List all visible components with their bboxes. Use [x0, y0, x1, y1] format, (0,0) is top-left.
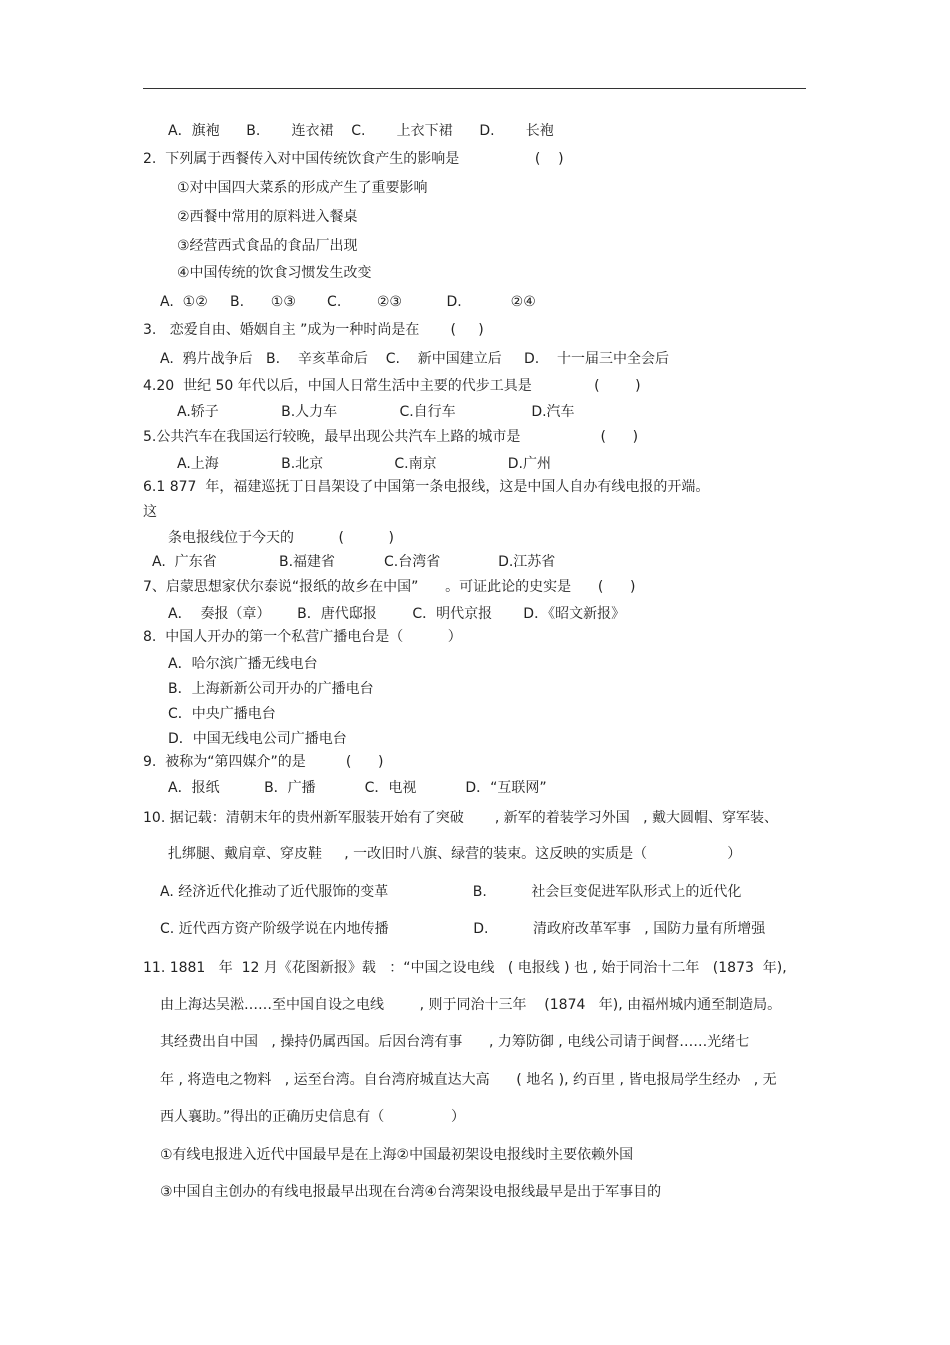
text-line: ③中国自主创办的有线电报最早出现在台湾④台湾架设电报线最早是出于军事目的 — [160, 1184, 662, 1200]
text-line: 3. 恋爱自由、婚姻自主 ”成为一种时尚是在 ( ) — [143, 322, 484, 338]
text-line: C. 近代西方资产阶级学说在内地传播 D. 清政府改革军事 , 国防力量有所增强 — [160, 921, 766, 937]
text-line: 9. 被称为“第四媒介”的是 ( ) — [143, 754, 384, 770]
text-line: A. 鸦片战争后 B. 辛亥革命后 C. 新中国建立后 D. 十一届三中全会后 — [160, 351, 669, 367]
text-line: A. 经济近代化推动了近代服饰的变革 B. 社会巨变促进军队形式上的近代化 — [160, 884, 742, 900]
text-line: 2. 下列属于西餐传入对中国传统饮食产生的影响是 ( ) — [143, 151, 564, 167]
text-line: 由上海达吴淞……至中国自设之电线 , 则于同治十三年 (1874 年), 由福州城内通至制造局。 — [160, 997, 782, 1013]
text-line: 6.1 877 年，福建巡抚丁日昌架设了中国第一条电报线，这是中国人自办有线电报的开端。 — [143, 479, 710, 495]
text-line: 年 , 将造电之物料 , 运至台湾。自台湾府城直达大高 ( 地名 ), 约百里 , 皆电报局学生经办 , 无 — [160, 1072, 777, 1088]
text-line: ④中国传统的饮食习惯发生改变 — [177, 265, 372, 281]
text-line: 西人襄助。”得出的正确历史信息有（ ） — [160, 1109, 466, 1125]
text-line: A. 广东省 B.福建省 C.台湾省 D.江苏省 — [152, 554, 556, 570]
text-line: 条电报线位于今天的 ( ) — [168, 530, 394, 546]
text-line: A. ①② B. ①③ C. ②③ D. ②④ — [160, 294, 536, 310]
text-line: ①对中国四大菜系的形成产生了重要影响 — [177, 180, 428, 196]
text-line: A． 奏报（章） B．唐代邸报 C．明代京报 D．《昭文新报》 — [168, 606, 626, 622]
text-line: 10. 据记载：清朝末年的贵州新军服装开始有了突破 , 新军的着装学习外国 , 戴大圆帽、穿军装、 — [143, 810, 779, 826]
text-line: B．上海新新公司开办的广播电台 — [168, 681, 374, 697]
text-line: A．旗袍 B. 连衣裙 C. 上衣下裙 D. 长袍 — [168, 123, 554, 139]
text-line: D．中国无线电公司广播电台 — [168, 731, 347, 747]
text-line: A.上海 B.北京 C.南京 D.广州 — [177, 456, 552, 472]
text-line: ③经营西式食品的食品厂出现 — [177, 238, 358, 254]
text-line: 其经费出自中国 , 操持仍属西国。后因台湾有事 , 力筹防御 , 电线公司请于闽督……光绪七 — [160, 1034, 750, 1050]
text-line: 8. 中国人开办的第一个私营广播电台是（ ） — [143, 629, 462, 645]
text-line: 7、启蒙思想家伏尔泰说“报纸的故乡在中国” 。可证此论的史实是 ( ) — [143, 579, 636, 595]
text-line: C．中央广播电台 — [168, 706, 276, 722]
text-line: 4.20 世纪 50 年代以后，中国人日常生活中主要的代步工具是 ( ) — [143, 378, 641, 394]
header-rule — [143, 88, 806, 89]
text-line: A．报纸 B．广播 C．电视 D．“互联网” — [168, 780, 547, 796]
text-line: A．哈尔滨广播无线电台 — [168, 656, 318, 672]
text-line: ②西餐中常用的原料进入餐桌 — [177, 209, 358, 225]
text-line: 11. 1881 年 12 月《花图新报》载 ：“中国之设电线 ( 电报线 ) 也 , 始于同治十二年 (1873 年), — [143, 960, 787, 976]
text-line: 这 — [143, 504, 157, 520]
text-line: 5.公共汽车在我国运行较晚，最早出现公共汽车上路的城市是 ( ) — [143, 429, 639, 445]
text-line: A.轿子 B.人力车 C.自行车 D.汽车 — [177, 404, 575, 420]
text-line: ①有线电报进入近代中国最早是在上海②中国最初架设电报线时主要依赖外国 — [160, 1147, 634, 1163]
text-line: 扎绑腿、戴肩章、穿皮鞋 , 一改旧时八旗、绿营的装束。这反映的实质是（ ） — [168, 846, 742, 862]
